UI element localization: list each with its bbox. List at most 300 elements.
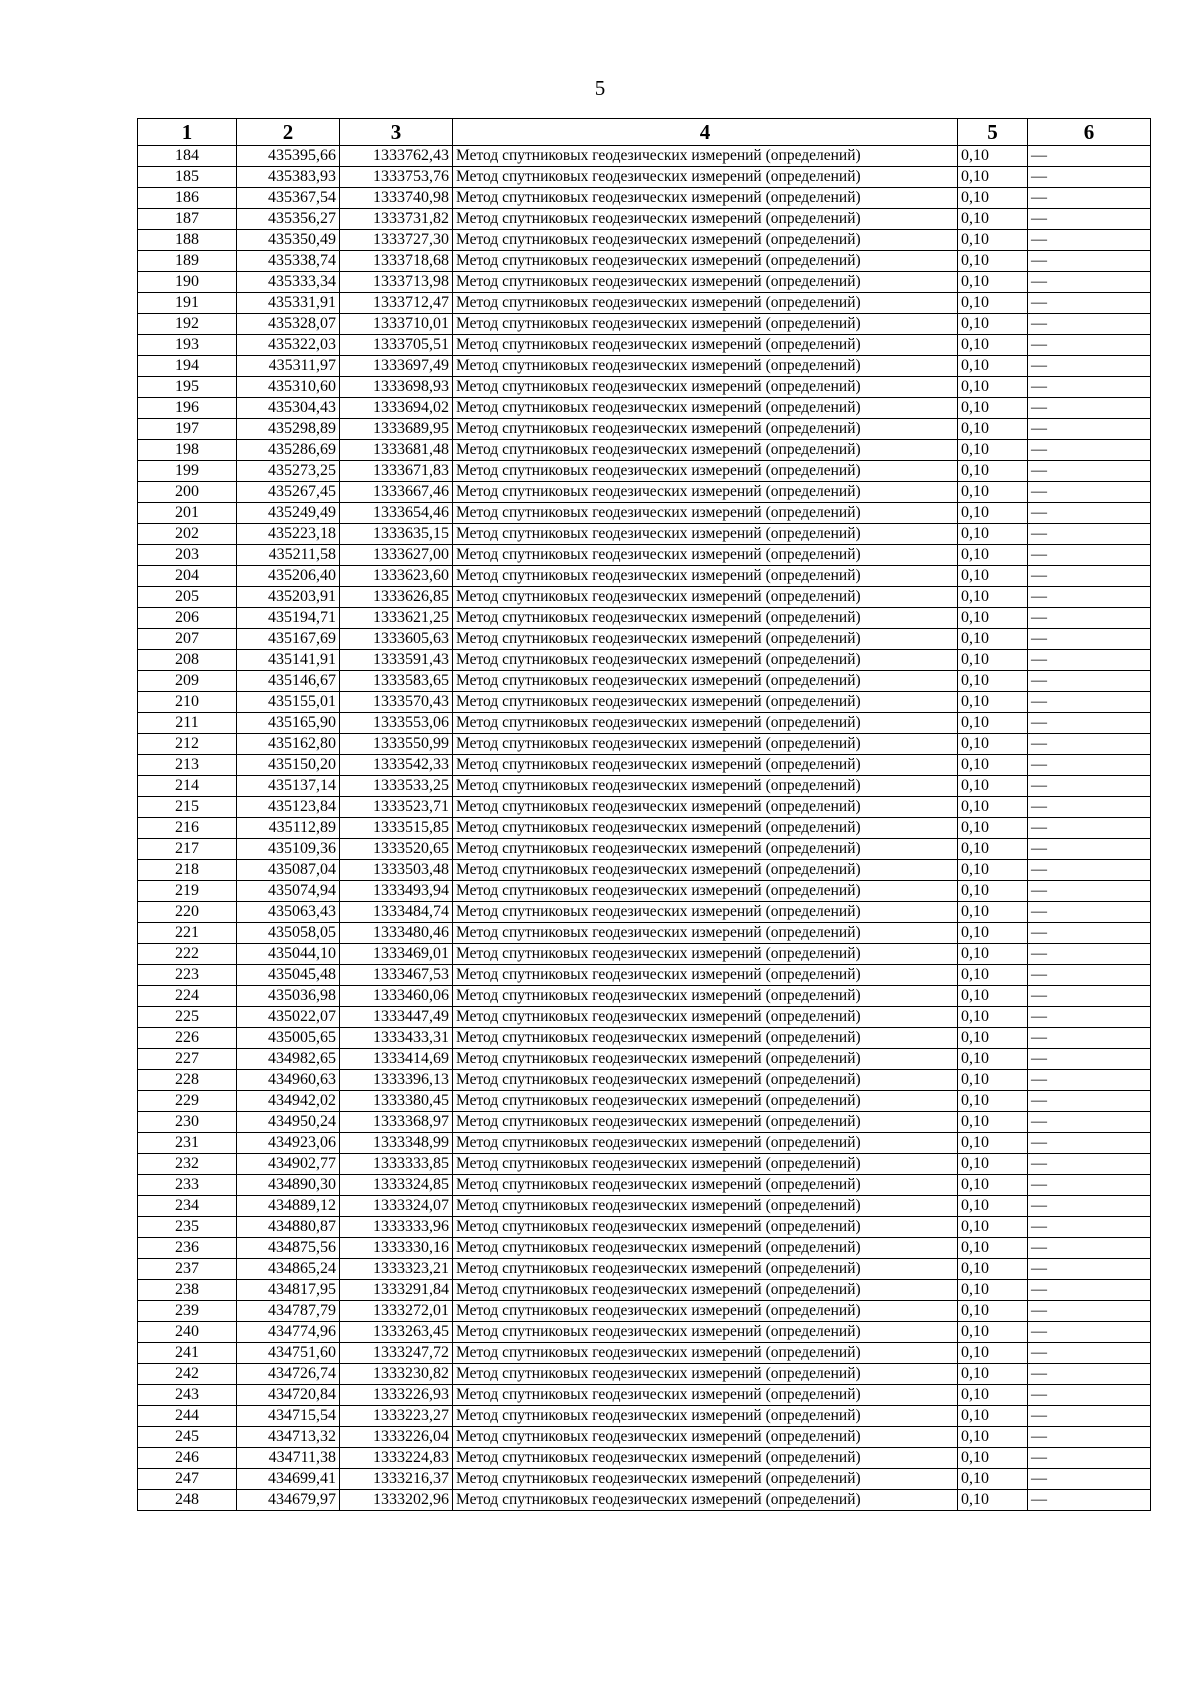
y-coordinate-cell: 1333520,65 xyxy=(340,839,453,860)
description-cell: — xyxy=(1028,209,1151,230)
description-cell: — xyxy=(1028,1007,1151,1028)
y-coordinate-cell: 1333460,06 xyxy=(340,986,453,1007)
x-coordinate-cell: 435045,48 xyxy=(237,965,340,986)
y-coordinate-cell: 1333533,25 xyxy=(340,776,453,797)
method-cell: Метод спутниковых геодезических измерений (определений) xyxy=(453,1301,958,1322)
method-cell: Метод спутниковых геодезических измерений (определений) xyxy=(453,1112,958,1133)
method-cell: Метод спутниковых геодезических измерений (определений) xyxy=(453,1343,958,1364)
x-coordinate-cell: 435328,07 xyxy=(237,314,340,335)
x-coordinate-cell: 434817,95 xyxy=(237,1280,340,1301)
x-coordinate-cell: 435165,90 xyxy=(237,713,340,734)
table-row xyxy=(138,1490,1151,1511)
description-cell: — xyxy=(1028,734,1151,755)
method-cell: Метод спутниковых геодезических измерений (определений) xyxy=(453,713,958,734)
method-cell: Метод спутниковых геодезических измерений (определений) xyxy=(453,755,958,776)
description-cell: — xyxy=(1028,1175,1151,1196)
point-number-cell: 222 xyxy=(138,944,237,965)
description-cell: — xyxy=(1028,251,1151,272)
description-cell: — xyxy=(1028,1154,1151,1175)
x-coordinate-cell: 435058,05 xyxy=(237,923,340,944)
point-number-cell: 240 xyxy=(138,1322,237,1343)
method-cell: Метод спутниковых геодезических измерений (определений) xyxy=(453,1007,958,1028)
accuracy-cell: 0,10 xyxy=(958,1385,1028,1406)
description-cell: — xyxy=(1028,755,1151,776)
method-cell: Метод спутниковых геодезических измерений (определений) xyxy=(453,398,958,419)
description-cell: — xyxy=(1028,272,1151,293)
table-row xyxy=(138,1469,1151,1490)
x-coordinate-cell: 435109,36 xyxy=(237,839,340,860)
table-row xyxy=(138,1112,1151,1133)
description-cell: — xyxy=(1028,1343,1151,1364)
point-number-cell: 226 xyxy=(138,1028,237,1049)
accuracy-cell: 0,10 xyxy=(958,818,1028,839)
table-row xyxy=(138,1301,1151,1322)
accuracy-cell: 0,10 xyxy=(958,587,1028,608)
point-number-cell: 210 xyxy=(138,692,237,713)
accuracy-cell: 0,10 xyxy=(958,1238,1028,1259)
point-number-cell: 205 xyxy=(138,587,237,608)
y-coordinate-cell: 1333396,13 xyxy=(340,1070,453,1091)
y-coordinate-cell: 1333542,33 xyxy=(340,755,453,776)
point-number-cell: 232 xyxy=(138,1154,237,1175)
accuracy-cell: 0,10 xyxy=(958,566,1028,587)
table-row xyxy=(138,1196,1151,1217)
method-cell: Метод спутниковых геодезических измерений (определений) xyxy=(453,734,958,755)
description-cell: — xyxy=(1028,419,1151,440)
x-coordinate-cell: 434865,24 xyxy=(237,1259,340,1280)
x-coordinate-cell: 435137,14 xyxy=(237,776,340,797)
method-cell: Метод спутниковых геодезических измерений (определений) xyxy=(453,818,958,839)
y-coordinate-cell: 1333226,93 xyxy=(340,1385,453,1406)
method-cell: Метод спутниковых геодезических измерений (определений) xyxy=(453,1490,958,1511)
method-cell: Метод спутниковых геодезических измерений (определений) xyxy=(453,188,958,209)
y-coordinate-cell: 1333333,96 xyxy=(340,1217,453,1238)
accuracy-cell: 0,10 xyxy=(958,1028,1028,1049)
table-row xyxy=(138,146,1151,167)
y-coordinate-cell: 1333263,45 xyxy=(340,1322,453,1343)
point-number-cell: 238 xyxy=(138,1280,237,1301)
x-coordinate-cell: 434923,06 xyxy=(237,1133,340,1154)
method-cell: Метод спутниковых геодезических измерений (определений) xyxy=(453,461,958,482)
accuracy-cell: 0,10 xyxy=(958,692,1028,713)
point-number-cell: 228 xyxy=(138,1070,237,1091)
table-row xyxy=(138,608,1151,629)
description-cell: — xyxy=(1028,1280,1151,1301)
table-row xyxy=(138,986,1151,1007)
point-number-cell: 198 xyxy=(138,440,237,461)
method-cell: Метод спутниковых геодезических измерений (определений) xyxy=(453,923,958,944)
description-cell: — xyxy=(1028,188,1151,209)
description-cell: — xyxy=(1028,1070,1151,1091)
point-number-cell: 197 xyxy=(138,419,237,440)
accuracy-cell: 0,10 xyxy=(958,1469,1028,1490)
method-cell: Метод спутниковых геодезических измерений (определений) xyxy=(453,1028,958,1049)
point-number-cell: 185 xyxy=(138,167,237,188)
point-number-cell: 248 xyxy=(138,1490,237,1511)
point-number-cell: 225 xyxy=(138,1007,237,1028)
y-coordinate-cell: 1333753,76 xyxy=(340,167,453,188)
table-row xyxy=(138,293,1151,314)
point-number-cell: 235 xyxy=(138,1217,237,1238)
method-cell: Метод спутниковых геодезических измерений (определений) xyxy=(453,545,958,566)
description-cell: — xyxy=(1028,692,1151,713)
description-cell: — xyxy=(1028,650,1151,671)
method-cell: Метод спутниковых геодезических измерений (определений) xyxy=(453,1322,958,1343)
x-coordinate-cell: 435273,25 xyxy=(237,461,340,482)
header-cell-2: 2 xyxy=(237,119,340,146)
x-coordinate-cell: 434713,32 xyxy=(237,1427,340,1448)
accuracy-cell: 0,10 xyxy=(958,860,1028,881)
description-cell: — xyxy=(1028,1469,1151,1490)
description-cell: — xyxy=(1028,1238,1151,1259)
accuracy-cell: 0,10 xyxy=(958,1154,1028,1175)
y-coordinate-cell: 1333324,85 xyxy=(340,1175,453,1196)
description-cell: — xyxy=(1028,881,1151,902)
method-cell: Метод спутниковых геодезических измерений (определений) xyxy=(453,1406,958,1427)
x-coordinate-cell: 434960,63 xyxy=(237,1070,340,1091)
table-row xyxy=(138,755,1151,776)
method-cell: Метод спутниковых геодезических измерений (определений) xyxy=(453,902,958,923)
point-number-cell: 195 xyxy=(138,377,237,398)
point-number-cell: 199 xyxy=(138,461,237,482)
y-coordinate-cell: 1333202,96 xyxy=(340,1490,453,1511)
method-cell: Метод спутниковых геодезических измерений (определений) xyxy=(453,608,958,629)
accuracy-cell: 0,10 xyxy=(958,1259,1028,1280)
y-coordinate-cell: 1333621,25 xyxy=(340,608,453,629)
accuracy-cell: 0,10 xyxy=(958,167,1028,188)
description-cell: — xyxy=(1028,356,1151,377)
y-coordinate-cell: 1333591,43 xyxy=(340,650,453,671)
accuracy-cell: 0,10 xyxy=(958,440,1028,461)
accuracy-cell: 0,10 xyxy=(958,944,1028,965)
point-number-cell: 196 xyxy=(138,398,237,419)
x-coordinate-cell: 435395,66 xyxy=(237,146,340,167)
description-cell: — xyxy=(1028,335,1151,356)
method-cell: Метод спутниковых геодезических измерений (определений) xyxy=(453,314,958,335)
x-coordinate-cell: 434942,02 xyxy=(237,1091,340,1112)
method-cell: Метод спутниковых геодезических измерений (определений) xyxy=(453,1427,958,1448)
description-cell: — xyxy=(1028,1490,1151,1511)
point-number-cell: 245 xyxy=(138,1427,237,1448)
description-cell: — xyxy=(1028,524,1151,545)
method-cell: Метод спутниковых геодезических измерений (определений) xyxy=(453,503,958,524)
method-cell: Метод спутниковых геодезических измерений (определений) xyxy=(453,1385,958,1406)
accuracy-cell: 0,10 xyxy=(958,1175,1028,1196)
accuracy-cell: 0,10 xyxy=(958,671,1028,692)
x-coordinate-cell: 435141,91 xyxy=(237,650,340,671)
y-coordinate-cell: 1333698,93 xyxy=(340,377,453,398)
x-coordinate-cell: 435322,03 xyxy=(237,335,340,356)
accuracy-cell: 0,10 xyxy=(958,713,1028,734)
x-coordinate-cell: 434787,79 xyxy=(237,1301,340,1322)
table-row xyxy=(138,1280,1151,1301)
method-cell: Метод спутниковых геодезических измерений (определений) xyxy=(453,356,958,377)
table-row xyxy=(138,1448,1151,1469)
description-cell: — xyxy=(1028,545,1151,566)
table-row xyxy=(138,1007,1151,1028)
table-row xyxy=(138,1343,1151,1364)
method-cell: Метод спутниковых геодезических измерений (определений) xyxy=(453,1091,958,1112)
table-row xyxy=(138,461,1151,482)
point-number-cell: 212 xyxy=(138,734,237,755)
description-cell: — xyxy=(1028,629,1151,650)
accuracy-cell: 0,10 xyxy=(958,1301,1028,1322)
method-cell: Метод спутниковых геодезических измерений (определений) xyxy=(453,209,958,230)
description-cell: — xyxy=(1028,1091,1151,1112)
header-row xyxy=(138,119,1151,146)
accuracy-cell: 0,10 xyxy=(958,419,1028,440)
table-row xyxy=(138,272,1151,293)
table-row xyxy=(138,839,1151,860)
description-cell: — xyxy=(1028,797,1151,818)
y-coordinate-cell: 1333368,97 xyxy=(340,1112,453,1133)
y-coordinate-cell: 1333623,60 xyxy=(340,566,453,587)
table-row xyxy=(138,1217,1151,1238)
y-coordinate-cell: 1333414,69 xyxy=(340,1049,453,1070)
accuracy-cell: 0,10 xyxy=(958,1280,1028,1301)
table-row xyxy=(138,1322,1151,1343)
method-cell: Метод спутниковых геодезических измерений (определений) xyxy=(453,167,958,188)
y-coordinate-cell: 1333671,83 xyxy=(340,461,453,482)
table-row xyxy=(138,734,1151,755)
description-cell: — xyxy=(1028,818,1151,839)
y-coordinate-cell: 1333223,27 xyxy=(340,1406,453,1427)
table-row xyxy=(138,902,1151,923)
description-cell: — xyxy=(1028,1112,1151,1133)
point-number-cell: 206 xyxy=(138,608,237,629)
method-cell: Метод спутниковых геодезических измерений (определений) xyxy=(453,629,958,650)
table-row xyxy=(138,251,1151,272)
description-cell: — xyxy=(1028,314,1151,335)
table-row xyxy=(138,356,1151,377)
y-coordinate-cell: 1333515,85 xyxy=(340,818,453,839)
x-coordinate-cell: 435350,49 xyxy=(237,230,340,251)
y-coordinate-cell: 1333694,02 xyxy=(340,398,453,419)
x-coordinate-cell: 435146,67 xyxy=(237,671,340,692)
accuracy-cell: 0,10 xyxy=(958,1322,1028,1343)
description-cell: — xyxy=(1028,986,1151,1007)
x-coordinate-cell: 434699,41 xyxy=(237,1469,340,1490)
description-cell: — xyxy=(1028,1385,1151,1406)
x-coordinate-cell: 435367,54 xyxy=(237,188,340,209)
x-coordinate-cell: 434880,87 xyxy=(237,1217,340,1238)
accuracy-cell: 0,10 xyxy=(958,482,1028,503)
table-row xyxy=(138,314,1151,335)
accuracy-cell: 0,10 xyxy=(958,1427,1028,1448)
table-row xyxy=(138,944,1151,965)
description-cell: — xyxy=(1028,398,1151,419)
method-cell: Метод спутниковых геодезических измерений (определений) xyxy=(453,377,958,398)
table-row xyxy=(138,1070,1151,1091)
table-row xyxy=(138,230,1151,251)
point-number-cell: 234 xyxy=(138,1196,237,1217)
method-cell: Метод спутниковых геодезических измерений (определений) xyxy=(453,839,958,860)
accuracy-cell: 0,10 xyxy=(958,839,1028,860)
accuracy-cell: 0,10 xyxy=(958,755,1028,776)
description-cell: — xyxy=(1028,1049,1151,1070)
accuracy-cell: 0,10 xyxy=(958,1091,1028,1112)
y-coordinate-cell: 1333553,06 xyxy=(340,713,453,734)
method-cell: Метод спутниковых геодезических измерений (определений) xyxy=(453,587,958,608)
y-coordinate-cell: 1333710,01 xyxy=(340,314,453,335)
x-coordinate-cell: 435005,65 xyxy=(237,1028,340,1049)
y-coordinate-cell: 1333550,99 xyxy=(340,734,453,755)
y-coordinate-cell: 1333272,01 xyxy=(340,1301,453,1322)
point-number-cell: 200 xyxy=(138,482,237,503)
y-coordinate-cell: 1333467,53 xyxy=(340,965,453,986)
y-coordinate-cell: 1333718,68 xyxy=(340,251,453,272)
method-cell: Метод спутниковых геодезических измерений (определений) xyxy=(453,986,958,1007)
x-coordinate-cell: 435298,89 xyxy=(237,419,340,440)
accuracy-cell: 0,10 xyxy=(958,461,1028,482)
table-row xyxy=(138,713,1151,734)
accuracy-cell: 0,10 xyxy=(958,1217,1028,1238)
y-coordinate-cell: 1333216,37 xyxy=(340,1469,453,1490)
y-coordinate-cell: 1333348,99 xyxy=(340,1133,453,1154)
description-cell: — xyxy=(1028,1427,1151,1448)
y-coordinate-cell: 1333705,51 xyxy=(340,335,453,356)
x-coordinate-cell: 435249,49 xyxy=(237,503,340,524)
y-coordinate-cell: 1333433,31 xyxy=(340,1028,453,1049)
table-row xyxy=(138,1385,1151,1406)
description-cell: — xyxy=(1028,1406,1151,1427)
y-coordinate-cell: 1333681,48 xyxy=(340,440,453,461)
x-coordinate-cell: 435206,40 xyxy=(237,566,340,587)
table-row xyxy=(138,335,1151,356)
table-row xyxy=(138,482,1151,503)
y-coordinate-cell: 1333380,45 xyxy=(340,1091,453,1112)
method-cell: Метод спутниковых геодезических измерений (определений) xyxy=(453,419,958,440)
point-number-cell: 204 xyxy=(138,566,237,587)
method-cell: Метод спутниковых геодезических измерений (определений) xyxy=(453,524,958,545)
x-coordinate-cell: 435304,43 xyxy=(237,398,340,419)
method-cell: Метод спутниковых геодезических измерений (определений) xyxy=(453,272,958,293)
accuracy-cell: 0,10 xyxy=(958,1406,1028,1427)
point-number-cell: 187 xyxy=(138,209,237,230)
point-number-cell: 192 xyxy=(138,314,237,335)
y-coordinate-cell: 1333469,01 xyxy=(340,944,453,965)
table-row xyxy=(138,545,1151,566)
coordinates-table xyxy=(137,118,1151,1511)
method-cell: Метод спутниковых геодезических измерений (определений) xyxy=(453,1133,958,1154)
table-row xyxy=(138,398,1151,419)
x-coordinate-cell: 435022,07 xyxy=(237,1007,340,1028)
table-header xyxy=(138,119,1151,146)
y-coordinate-cell: 1333654,46 xyxy=(340,503,453,524)
x-coordinate-cell: 435223,18 xyxy=(237,524,340,545)
y-coordinate-cell: 1333333,85 xyxy=(340,1154,453,1175)
point-number-cell: 219 xyxy=(138,881,237,902)
x-coordinate-cell: 435036,98 xyxy=(237,986,340,1007)
accuracy-cell: 0,10 xyxy=(958,398,1028,419)
method-cell: Метод спутниковых геодезических измерений (определений) xyxy=(453,1070,958,1091)
point-number-cell: 216 xyxy=(138,818,237,839)
x-coordinate-cell: 435267,45 xyxy=(237,482,340,503)
description-cell: — xyxy=(1028,608,1151,629)
accuracy-cell: 0,10 xyxy=(958,776,1028,797)
x-coordinate-cell: 434902,77 xyxy=(237,1154,340,1175)
y-coordinate-cell: 1333247,72 xyxy=(340,1343,453,1364)
table-row xyxy=(138,587,1151,608)
point-number-cell: 213 xyxy=(138,755,237,776)
point-number-cell: 201 xyxy=(138,503,237,524)
accuracy-cell: 0,10 xyxy=(958,1049,1028,1070)
x-coordinate-cell: 435150,20 xyxy=(237,755,340,776)
y-coordinate-cell: 1333503,48 xyxy=(340,860,453,881)
accuracy-cell: 0,10 xyxy=(958,545,1028,566)
y-coordinate-cell: 1333291,84 xyxy=(340,1280,453,1301)
x-coordinate-cell: 434950,24 xyxy=(237,1112,340,1133)
accuracy-cell: 0,10 xyxy=(958,1448,1028,1469)
y-coordinate-cell: 1333583,65 xyxy=(340,671,453,692)
table-row xyxy=(138,776,1151,797)
page-number: 5 xyxy=(594,76,606,100)
point-number-cell: 233 xyxy=(138,1175,237,1196)
accuracy-cell: 0,10 xyxy=(958,797,1028,818)
description-cell: — xyxy=(1028,440,1151,461)
x-coordinate-cell: 434774,96 xyxy=(237,1322,340,1343)
x-coordinate-cell: 434720,84 xyxy=(237,1385,340,1406)
x-coordinate-cell: 434715,54 xyxy=(237,1406,340,1427)
y-coordinate-cell: 1333570,43 xyxy=(340,692,453,713)
table-row xyxy=(138,1175,1151,1196)
description-cell: — xyxy=(1028,503,1151,524)
point-number-cell: 231 xyxy=(138,1133,237,1154)
accuracy-cell: 0,10 xyxy=(958,377,1028,398)
accuracy-cell: 0,10 xyxy=(958,629,1028,650)
point-number-cell: 214 xyxy=(138,776,237,797)
accuracy-cell: 0,10 xyxy=(958,335,1028,356)
y-coordinate-cell: 1333689,95 xyxy=(340,419,453,440)
x-coordinate-cell: 435044,10 xyxy=(237,944,340,965)
y-coordinate-cell: 1333635,15 xyxy=(340,524,453,545)
description-cell: — xyxy=(1028,1028,1151,1049)
description-cell: — xyxy=(1028,587,1151,608)
method-cell: Метод спутниковых геодезических измерений (определений) xyxy=(453,671,958,692)
y-coordinate-cell: 1333323,21 xyxy=(340,1259,453,1280)
header-cell-5: 5 xyxy=(958,119,1028,146)
x-coordinate-cell: 435383,93 xyxy=(237,167,340,188)
description-cell: — xyxy=(1028,1196,1151,1217)
accuracy-cell: 0,10 xyxy=(958,146,1028,167)
table-row xyxy=(138,1406,1151,1427)
x-coordinate-cell: 435123,84 xyxy=(237,797,340,818)
x-coordinate-cell: 435162,80 xyxy=(237,734,340,755)
y-coordinate-cell: 1333697,49 xyxy=(340,356,453,377)
y-coordinate-cell: 1333605,63 xyxy=(340,629,453,650)
point-number-cell: 217 xyxy=(138,839,237,860)
y-coordinate-cell: 1333493,94 xyxy=(340,881,453,902)
point-number-cell: 246 xyxy=(138,1448,237,1469)
point-number-cell: 227 xyxy=(138,1049,237,1070)
y-coordinate-cell: 1333523,71 xyxy=(340,797,453,818)
table-row xyxy=(138,503,1151,524)
x-coordinate-cell: 435112,89 xyxy=(237,818,340,839)
table-row xyxy=(138,1259,1151,1280)
x-coordinate-cell: 434711,38 xyxy=(237,1448,340,1469)
accuracy-cell: 0,10 xyxy=(958,188,1028,209)
point-number-cell: 209 xyxy=(138,671,237,692)
y-coordinate-cell: 1333224,83 xyxy=(340,1448,453,1469)
y-coordinate-cell: 1333324,07 xyxy=(340,1196,453,1217)
method-cell: Метод спутниковых геодезических измерений (определений) xyxy=(453,860,958,881)
table-row xyxy=(138,188,1151,209)
point-number-cell: 191 xyxy=(138,293,237,314)
point-number-cell: 244 xyxy=(138,1406,237,1427)
y-coordinate-cell: 1333626,85 xyxy=(340,587,453,608)
accuracy-cell: 0,10 xyxy=(958,503,1028,524)
method-cell: Метод спутниковых геодезических измерений (определений) xyxy=(453,1238,958,1259)
